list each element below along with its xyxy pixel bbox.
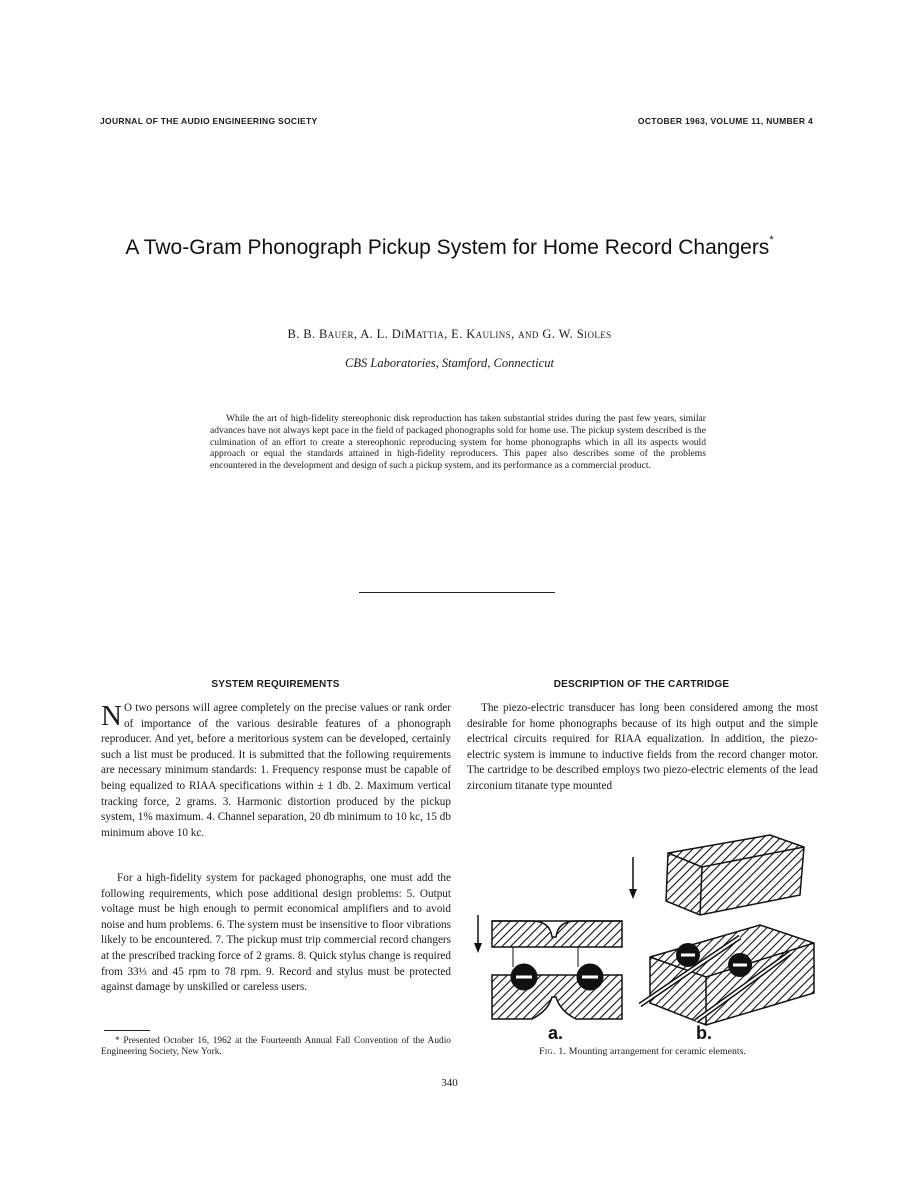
paragraph-1-text: O two persons will agree completely on the precise values or rank order of importance of the various desirable features of a phonograph reproducer. And yet, before a meritorious system can be developed, certainly such a list must be produced. It is submitted that the following requirements are necessary minimum standards: 1. Frequency response must be capable of being equalized to RIAA specifications within ± 1 db. 2. Maximum vertical tracking force, 2 grams. 3. Harmonic distortion produced by the pickup system, 1% maximum. 4. Channel separation, 20 db minimum to 10 kc, 15 db minimum above 10 kc. <box>101 702 451 839</box>
footnote-rule <box>104 1030 150 1031</box>
section-divider <box>359 592 555 593</box>
heading-description-of-cartridge: DESCRIPTION OF THE CARTRIDGE <box>553 679 730 690</box>
page-number: 340 <box>441 1077 458 1089</box>
abstract: While the art of high-fidelity stereophonic disk reproduction has taken substantial strides during the past few years, similar advances have not always kept pace in the field of packaged phonographs sold for home use. The pickup system described is the culmination of an effort to create a stereophonic reproducing system for home phonographs which in all its aspects would approach or equal the standards attained in high-fidelity reproducers. This paper also describes some of the problems encountered in the development and design of such a pickup system, and its performance as a commercial product. <box>210 413 706 472</box>
title-footnote-mark: * <box>769 234 774 246</box>
figure-mounting-arrangement <box>470 825 820 1045</box>
issue-header: OCTOBER 1963, VOLUME 11, NUMBER 4 <box>637 116 813 126</box>
drop-cap: N <box>101 700 122 732</box>
article-title: A Two-Gram Phonograph Pickup System for Home Record Changers* <box>125 234 774 259</box>
figure-label-b: b. <box>696 1023 712 1043</box>
paragraph-system-requirements-2: For a high-fidelity system for packaged phonographs, one must add the following requirements, which pose additional design problems: 5. Output voltage must be high enough to permit economical amplifiers and to avoid noise and hum problems. 6. The system must be insensitive to floor vibrations likely to be encountered. 7. The pickup must trip commercial record changers at the prescribed tracking force of 2 grams. 8. Quick stylus change is required from 33⅓ and 45 rpm to 78 rpm. 9. Record and stylus must be protected against damage by unskilled or careless users. <box>101 872 451 994</box>
figure-caption <box>467 1046 818 1057</box>
paragraph-system-requirements-1 <box>101 701 451 841</box>
affiliation: CBS Laboratories, Stamford, Connecticut <box>345 356 554 370</box>
paragraph-cartridge-description: The piezo-electric transducer has long been considered among the most desirable for home phonographs because of its high output and the simple electrical circuits required for RIAA equalization. In addition, the piezo-electric system is immune to inductive fields from the record changer motor. The cartridge to be described employs two piezo-electric elements of the lead zirconium titanate type mounted <box>467 702 818 792</box>
figure-caption-label: Fig. 1. <box>539 1046 567 1057</box>
figure-label-a: a. <box>548 1023 564 1043</box>
figure-part-b <box>629 835 814 1043</box>
footnote: * Presented October 16, 1962 at the Fourteenth Annual Fall Convention of the Audio Engineering Society, New York. <box>101 1036 451 1058</box>
figure-part-a <box>474 915 622 1043</box>
figure-caption-text: Mounting arrangement for ceramic elements. <box>568 1046 746 1057</box>
authors: B. B. Bauer, A. L. DiMattia, E. Kaulins, and G. W. Sioles <box>287 327 612 341</box>
journal-header: JOURNAL OF THE AUDIO ENGINEERING SOCIETY <box>100 116 318 126</box>
heading-system-requirements: SYSTEM REQUIREMENTS <box>211 679 340 690</box>
